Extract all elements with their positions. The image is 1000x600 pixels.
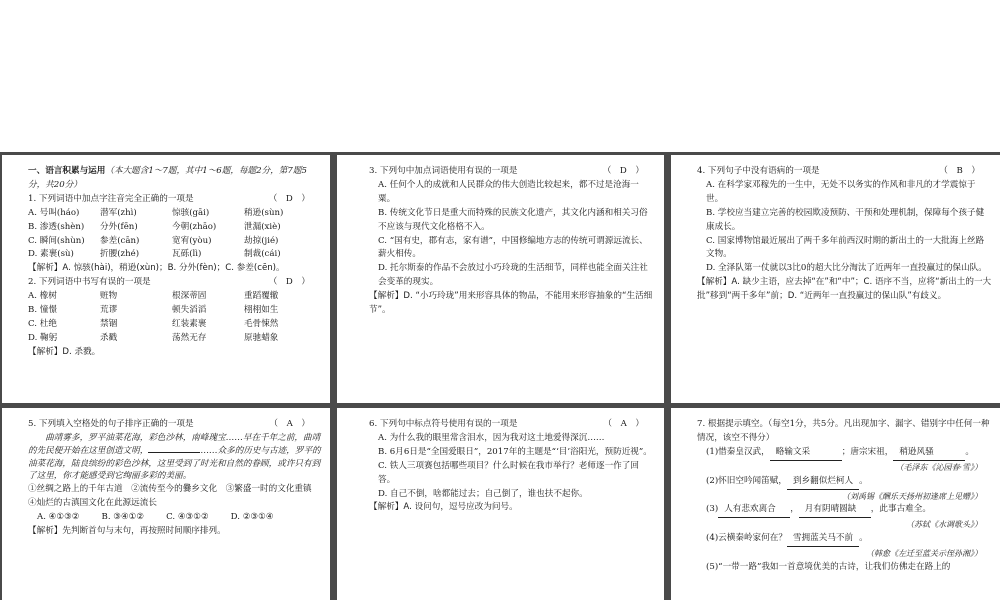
- question-6-answer: （ A ）: [603, 419, 644, 429]
- question-5-analysis: 【解析】先判断首句与末句，再按照时间顺序排列。: [28, 525, 226, 536]
- question-3-option-b: B. 传统文化节日是重大而特殊的民族文化遗产，其文化内涵和相关习俗不应该与现代文化格格不入。: [378, 207, 648, 232]
- question-6-stem-row: [369, 418, 656, 432]
- option-cell: A. 橡树: [28, 291, 57, 302]
- option-cell: 赃物: [100, 291, 118, 302]
- fill-line-1: [697, 446, 992, 461]
- choice-b: B. ③④①②: [101, 511, 145, 522]
- option-cell: A. 号叫(háo): [28, 207, 80, 218]
- question-6-option-a: A. 为什么我的眼里常含泪水，因为我对这土地爱得深沉……: [378, 432, 605, 443]
- question-4-option-c: C. 国家博物馆最近展出了两千多年前西汉时期的新出土的一大批海上丝路文物。: [706, 235, 985, 260]
- option-cell: 宽宥(yòu): [172, 235, 212, 246]
- answer-blank: 稍逊风骚: [893, 446, 965, 461]
- question-5-items: ①丝绸之路上的千年古道 ②流传至今的爨乡文化 ③繁盛一时的文化重镇 ④灿烂的古滇国文化在此源远流长: [28, 484, 321, 508]
- answer-blank: 人有悲欢离合: [718, 503, 790, 518]
- panel-question-6: [337, 408, 664, 600]
- line-suffix: 。: [965, 446, 974, 457]
- choice-c: C. ④③①②: [166, 511, 209, 522]
- option-cell: D. 素裹(sù): [28, 249, 74, 260]
- question-5-stem: 5. 下列填入空格处的句子排序正确的一项是: [28, 419, 194, 429]
- option-cell: 折腰(zhé): [100, 249, 140, 260]
- passage-before: 曲靖雾多，罗平油菜花海，彩色沙林，南峰瑰宝……早在千年之前，曲靖的先民便开始在这里创造文明，: [28, 432, 321, 456]
- fill-line-5: [697, 561, 992, 575]
- passage-blank: [148, 452, 200, 453]
- panel-question-3: [337, 155, 664, 403]
- question-3-option-c: C. “国有史，郡有志，家有谱”，中国修编地方志的传统可谓源远流长、薪火相传。: [378, 235, 648, 260]
- option-cell: 荡然无存: [172, 332, 207, 343]
- question-1-stem: 1. 下列词语中加点字注音完全正确的一项是: [28, 193, 194, 204]
- question-1-stem-row: [28, 193, 322, 207]
- source-citation: （毛泽东《沁园春·雪》）: [895, 462, 982, 472]
- answer-blank: 略输文采: [770, 446, 842, 461]
- option-cell: 禁锢: [100, 318, 118, 329]
- question-1-options: [28, 207, 322, 263]
- option-cell: 劫掠(jié): [244, 235, 279, 246]
- question-7-stem: 7. 根据提示填空。（每空1分，共5分。凡出现加字、漏字、错别字中任何一种情况，该空不得分）: [697, 419, 990, 443]
- option-cell: 稍逊(sùn): [244, 207, 284, 218]
- option-cell: 潜军(zhì): [100, 207, 137, 218]
- question-1-analysis: 【解析】A. 惊骇(hài)，稍逊(xùn)；B. 分外(fèn)；C. 参差(cēn)。: [28, 263, 285, 274]
- option-cell: 泄漏(xiè): [244, 221, 281, 232]
- question-2-analysis: 【解析】D. 杀戮。: [28, 346, 101, 357]
- fill-line-4: [697, 532, 992, 547]
- choice-a: A. ④①③②: [37, 511, 80, 522]
- line-prefix: (3): [706, 504, 719, 515]
- option-cell: D. 鞠躬: [28, 332, 58, 343]
- question-6-option-d: D. 自己不倒，啥都能过去；自己倒了，谁也扶不起你。: [378, 488, 588, 499]
- option-cell: B. 憧憬: [28, 305, 57, 316]
- line-prefix: (5)“一带一路”我如一首意境优美的古诗，让我们仿佛走在路上的: [706, 562, 951, 573]
- option-cell: 原驰蜡象: [244, 332, 279, 343]
- line-prefix: (4)云横秦岭家何在？: [706, 533, 787, 544]
- answer-blank: 月有阴晴圆缺: [799, 503, 871, 518]
- question-4-option-d: D. 全泽队第一仗就以3比0的超大比分淘汰了近两年一直投赢过的保山队。: [706, 263, 987, 274]
- question-3-stem: 3. 下列句中加点词语使用有误的一项是: [369, 166, 518, 176]
- question-4-analysis: 【解析】A. 缺少主语，应去掉“在”和“中”；C. 语序不当，应将“新出土的一大批”移到“两千多年”前；D. “近两年一直投赢过的保山队”有歧义。: [697, 277, 992, 302]
- line-suffix: 。: [859, 533, 868, 544]
- question-5-passage: [28, 432, 322, 483]
- question-2-stem: 2. 下列词语中书写有误的一项是: [28, 277, 151, 288]
- question-3-option-a: A. 任何个人的成就和人民群众的伟大创造比较起来，都不过是沧海一粟。: [378, 179, 639, 204]
- question-5-answer: （ A ）: [269, 419, 310, 429]
- option-cell: 参差(cān): [100, 235, 140, 246]
- source-citation: （韩愈《左迁至蓝关示侄孙湘》）: [866, 549, 982, 559]
- option-cell: C. 瞬间(shùn): [28, 235, 85, 246]
- option-cell: 瓦砾(lì): [172, 249, 202, 260]
- question-6-stem: 6. 下列句中标点符号使用有误的一项是: [369, 419, 518, 429]
- question-1-answer: （ D ）: [268, 193, 310, 204]
- option-cell: 顿失滔滔: [172, 305, 207, 316]
- panel-question-4: [671, 155, 1000, 403]
- source-citation: （刘禹锡《酬乐天扬州初逢席上见赠》）: [842, 491, 982, 501]
- option-cell: 分外(fēn): [100, 221, 138, 232]
- question-4-option-b: B. 学校应当建立完善的校园欺凌预防、干预和处理机制，保障每个孩子健康成长。: [706, 207, 985, 232]
- question-2-answer: （ D ）: [268, 277, 310, 288]
- section-title: 一、语言积累与运用: [28, 166, 106, 176]
- option-cell: B. 渗透(shèn): [28, 221, 85, 232]
- option-cell: 荒谬: [100, 305, 118, 316]
- question-6-option-c: C. 铁人三项赛包括哪些项目？什么时候在我市举行？老师逐一作了回答。: [378, 460, 639, 485]
- option-cell: 制裁(cái): [244, 249, 281, 260]
- choice-d: D. ②③①④: [230, 511, 274, 522]
- question-3-analysis: 【解析】D. “小巧玲珑”用来形容具体的物品，不能用来形容抽象的“生活细节”。: [369, 291, 653, 316]
- panel-question-5: [2, 408, 330, 600]
- source-citation: （苏轼《水调歌头》）: [906, 520, 982, 530]
- answer-blank: 到乡翻似烂柯人: [787, 475, 859, 490]
- option-cell: 惊骇(gāi): [172, 207, 210, 218]
- option-cell: 今朝(zhāo): [172, 221, 217, 232]
- question-2-stem-row: [28, 276, 322, 290]
- question-4-answer: （ B ）: [939, 166, 980, 176]
- question-4-option-a: A. 在科学家邓稼先的一生中，无处不以务实的作风和非凡的才学震惊于世。: [706, 179, 976, 204]
- question-5-choices: [28, 511, 322, 525]
- question-6-option-b: B. 6月6日是“全国爱眼日”，2017年的主题是“‘目’浴阳光，预防近视”。: [378, 446, 652, 457]
- line-suffix: 。: [859, 475, 868, 486]
- section-header: [28, 165, 322, 193]
- option-cell: 栩栩如生: [244, 305, 279, 316]
- question-4-stem: 4. 下列句子中没有语病的一项是: [697, 166, 820, 176]
- fill-line-2: [697, 475, 992, 490]
- option-cell: 红装素裹: [172, 318, 207, 329]
- option-cell: 根深蒂固: [172, 291, 207, 302]
- fill-line-3: [697, 503, 992, 518]
- line-suffix: ，此事古难全。: [870, 504, 931, 515]
- question-6-analysis: 【解析】A. 设问句，逗号应改为问号。: [369, 502, 518, 513]
- line-middle: ；唐宗宋祖，: [841, 446, 894, 457]
- line-middle: ，: [790, 504, 799, 515]
- option-cell: 重蹈覆辙: [244, 291, 279, 302]
- question-3-option-d: D. 托尔斯泰的作品不会放过小巧玲珑的生活细节，同样也能全面关注社会变革的现实。: [378, 263, 648, 288]
- line-prefix: (1)惜秦皇汉武，: [706, 446, 770, 457]
- question-3-answer: （ D ）: [602, 166, 644, 176]
- passage-after: ……众多的历史与古迹，罗平的油菜花海，陆良缤纷的彩色沙林，这里受到了时光和自然的眷顾，或许只有到了这里，你才能感受到它绚丽多彩的美丽。: [28, 445, 321, 482]
- answer-blank: 雪拥蓝关马不前: [787, 532, 859, 547]
- panel-question-7: [671, 408, 1000, 600]
- question-2-options: [28, 290, 322, 346]
- question-4-stem-row: [697, 165, 992, 179]
- option-cell: 杀戳: [100, 332, 118, 343]
- question-5-stem-row: [28, 418, 322, 432]
- line-prefix: (2)怀旧空吟闻笛赋，: [706, 475, 787, 486]
- option-cell: C. 杜绝: [28, 318, 57, 329]
- option-cell: 毛骨悚然: [244, 318, 279, 329]
- question-3-stem-row: [369, 165, 656, 179]
- section-rule: （本大题含1～7题，其中1～6题，每题2分，第7题5分，共20分）: [28, 166, 307, 190]
- panel-questions-1-2: [2, 155, 330, 403]
